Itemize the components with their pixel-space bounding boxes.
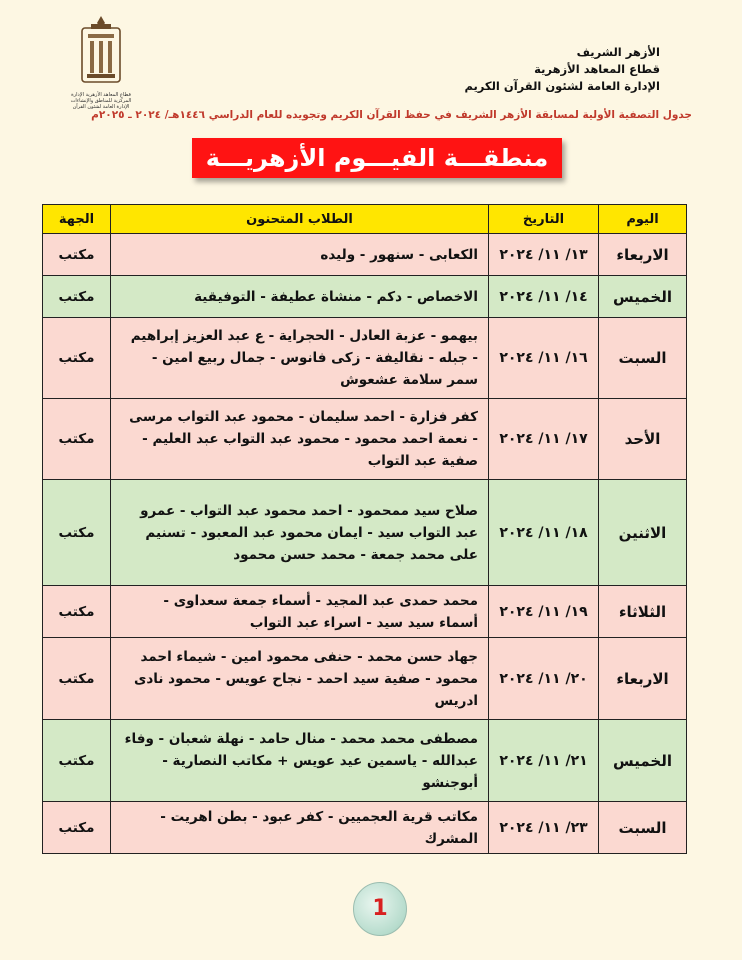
header-students: الطلاب المتحنون (111, 205, 489, 234)
cell-students: محمد حمدى عبد المجيد - أسماء جمعة سعداوى - أسماء سيد سيد - اسراء عبد التواب (111, 586, 489, 638)
table-row (43, 802, 687, 854)
cell-date: ١٣/ ١١/ ٢٠٢٤ (489, 234, 599, 276)
table-row (43, 480, 687, 586)
cell-students: الاخصاص - دكم - منشاة عطيفة - التوفيقية (111, 276, 489, 318)
cell-day: الثلاثاء (599, 586, 687, 638)
cell-date: ٢١/ ١١/ ٢٠٢٤ (489, 720, 599, 802)
cell-students: الكعابى - سنهور - وليده (111, 234, 489, 276)
cell-students: كفر فزارة - احمد سليمان - محمود عبد التواب مرسى - نعمة احمد محمود - محمود عبد التواب عبد العليم - صفية عبد التواب (111, 399, 489, 480)
cell-date: ٢٣/ ١١/ ٢٠٢٤ (489, 802, 599, 854)
header-date: التاريخ (489, 205, 599, 234)
cell-day: الاربعاء (599, 234, 687, 276)
cell-dept: مكتب (43, 638, 111, 720)
header-line-azhar: الأزهر الشريف (576, 45, 660, 59)
table-row (43, 586, 687, 638)
table-header-row (43, 205, 687, 234)
cell-date: ١٧/ ١١/ ٢٠٢٤ (489, 399, 599, 480)
header-day: اليوم (599, 205, 687, 234)
cell-students: جهاد حسن محمد - حنفى محمود امين - شيماء احمد محمود - صفية سيد احمد - نجاح عويس - محمود نادى ادريس (111, 638, 489, 720)
cell-day: الخميس (599, 720, 687, 802)
cell-dept: مكتب (43, 318, 111, 399)
cell-day: الخميس (599, 276, 687, 318)
cell-students: صلاح سيد ممحمود - احمد محمود عبد التواب - عمرو عبد التواب سيد - ايمان محمود عبد المعبود - تسنيم على محمد جمعة - محمد حسن محمود (111, 480, 489, 586)
cell-day: السبت (599, 318, 687, 399)
cell-date: ١٤/ ١١/ ٢٠٢٤ (489, 276, 599, 318)
cell-dept: مكتب (43, 720, 111, 802)
cell-date: ١٩/ ١١/ ٢٠٢٤ (489, 586, 599, 638)
header-dept: الجهة (43, 205, 111, 234)
schedule-subtitle: جدول التصفية الأولية لمسابقة الأزهر الشريف في حفظ القرآن الكريم وتجويده للعام الدراسي ١٤٤٦هـ/ ٢٠٢٤ ـ ٢٠٢٥م (91, 109, 692, 121)
cell-students: مكاتب قرية العجميين - كفر عبود - بطن اهريت - المشرك (111, 802, 489, 854)
header-line-sector: قطاع المعاهد الأزهرية (534, 62, 660, 76)
cell-dept: مكتب (43, 399, 111, 480)
al-azhar-logo-icon (79, 14, 123, 86)
cell-date: ٢٠/ ١١/ ٢٠٢٤ (489, 638, 599, 720)
table-row (43, 276, 687, 318)
schedule-table (42, 204, 687, 854)
region-banner: منطقـــة الفيـــوم الأزهريـــة (192, 138, 562, 178)
cell-date: ١٦/ ١١/ ٢٠٢٤ (489, 318, 599, 399)
cell-dept: مكتب (43, 234, 111, 276)
cell-day: الاربعاء (599, 638, 687, 720)
page-number: 1 (353, 882, 407, 936)
cell-date: ١٨/ ١١/ ٢٠٢٤ (489, 480, 599, 586)
table-row (43, 399, 687, 480)
al-azhar-logo (66, 14, 136, 122)
table-row (43, 318, 687, 399)
header-line-administration: الإدارة العامة لشئون القرآن الكريم (464, 79, 660, 93)
cell-day: الاثنين (599, 480, 687, 586)
table-row (43, 638, 687, 720)
logo-caption: قطاع المعاهد الأزهرية الإدارة المركزية للمناطق والإنشاءات الإدارة العامة لشئون القرآن (70, 92, 132, 110)
cell-day: السبت (599, 802, 687, 854)
cell-dept: مكتب (43, 480, 111, 586)
cell-dept: مكتب (43, 586, 111, 638)
cell-students: بيهمو - عزبة العادل - الحجراية - ع عبد العزيز إبراهيم - جبله - نقاليفة - زكى فانوس - جمال ربيع امين - سمر سلامة عشعوش (111, 318, 489, 399)
table-row (43, 720, 687, 802)
cell-dept: مكتب (43, 802, 111, 854)
header (464, 44, 660, 95)
cell-students: مصطفى محمد محمد - منال حامد - نهلة شعبان - وفاء عبدالله - ياسمين عيد عويس + مكاتب النصارية - أبوجنشو (111, 720, 489, 802)
table-row (43, 234, 687, 276)
cell-day: الأحد (599, 399, 687, 480)
cell-dept: مكتب (43, 276, 111, 318)
